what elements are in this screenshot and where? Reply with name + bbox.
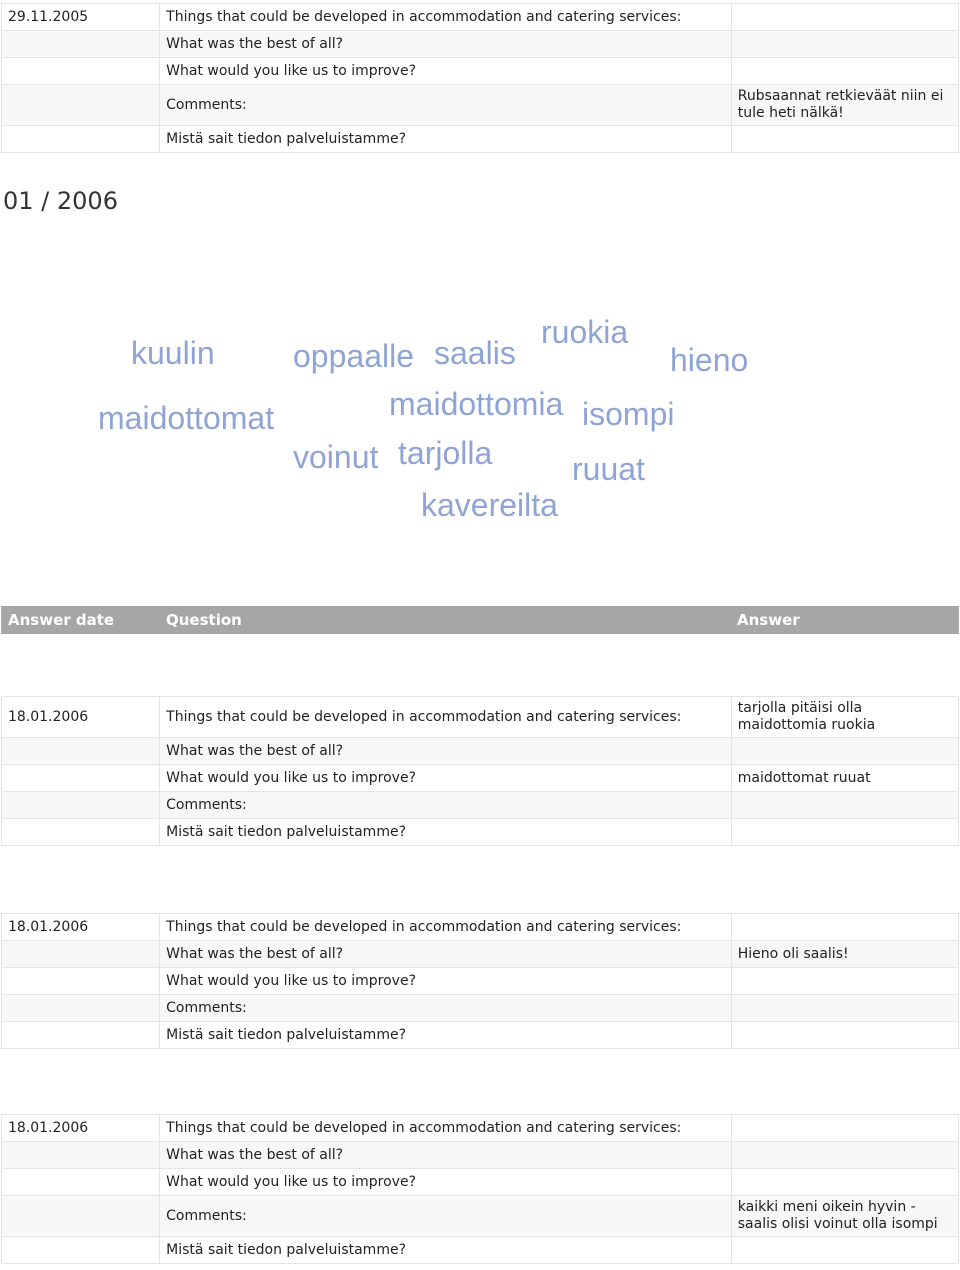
answer xyxy=(731,1022,958,1049)
cloud-word: oppaalle xyxy=(293,338,414,374)
answer xyxy=(731,1142,958,1169)
question: What would you like us to improve? xyxy=(160,968,732,995)
cloud-word: isompi xyxy=(582,396,675,432)
answer xyxy=(731,995,958,1022)
response-block xyxy=(0,696,960,846)
answer xyxy=(731,58,958,85)
answer: Rubsaannat retkieväät niin ei tule heti nälkä! xyxy=(731,85,958,126)
answer xyxy=(731,968,958,995)
question: What would you like us to improve? xyxy=(160,765,732,792)
cloud-word: kuulin xyxy=(131,335,215,371)
question: Things that could be developed in accommodation and catering services: xyxy=(160,1115,732,1142)
question: Comments: xyxy=(160,995,732,1022)
answer: kaikki meni oikein hyvin - saalis olisi voinut olla isompi xyxy=(731,1196,958,1237)
answer: tarjolla pitäisi olla maidottomia ruokia xyxy=(731,697,958,738)
cloud-word: kavereilta xyxy=(421,487,558,523)
answer xyxy=(731,738,958,765)
answer: maidottomat ruuat xyxy=(731,765,958,792)
question: What was the best of all? xyxy=(160,738,732,765)
question: What was the best of all? xyxy=(160,1142,732,1169)
cloud-word: maidottomia xyxy=(389,386,564,422)
cloud-word: saalis xyxy=(434,335,516,371)
question: What would you like us to improve? xyxy=(160,1169,732,1196)
question: Comments: xyxy=(160,792,732,819)
question: What would you like us to improve? xyxy=(160,58,732,85)
question: Mistä sait tiedon palveluistamme? xyxy=(160,1022,732,1049)
question: Things that could be developed in accommodation and catering services: xyxy=(160,697,732,738)
answer xyxy=(731,126,958,153)
question: Comments: xyxy=(160,85,732,126)
answer-date: 18.01.2006 xyxy=(2,697,160,738)
question: Mistä sait tiedon palveluistamme? xyxy=(160,1237,732,1264)
question: What was the best of all? xyxy=(160,941,732,968)
header-answer-date: Answer date xyxy=(8,611,115,629)
answer xyxy=(731,31,958,58)
question: Things that could be developed in accommodation and catering services: xyxy=(160,914,732,941)
answer xyxy=(731,792,958,819)
answer xyxy=(731,1237,958,1264)
cloud-word: maidottomat xyxy=(98,400,275,436)
answer-date: 18.01.2006 xyxy=(2,914,160,941)
response-block xyxy=(0,913,960,1049)
answer-date: 18.01.2006 xyxy=(2,1115,160,1142)
question: Comments: xyxy=(160,1196,732,1237)
answer xyxy=(731,4,958,31)
period-heading: 01 / 2006 xyxy=(3,187,118,215)
header-question: Question xyxy=(166,611,242,629)
table-header xyxy=(1,606,959,634)
question: Mistä sait tiedon palveluistamme? xyxy=(160,126,732,153)
answer-date: 29.11.2005 xyxy=(2,4,160,31)
question: What was the best of all? xyxy=(160,31,732,58)
answer: Hieno oli saalis! xyxy=(731,941,958,968)
response-block xyxy=(0,1114,960,1264)
cloud-word: voinut xyxy=(293,439,379,475)
question: Things that could be developed in accommodation and catering services: xyxy=(160,4,732,31)
answer xyxy=(731,914,958,941)
response-block-top xyxy=(0,3,960,153)
word-cloud xyxy=(0,300,960,540)
answer xyxy=(731,1169,958,1196)
cloud-word: hieno xyxy=(670,342,749,378)
cloud-word: tarjolla xyxy=(398,435,493,471)
cloud-word: ruokia xyxy=(541,314,629,350)
question: Mistä sait tiedon palveluistamme? xyxy=(160,819,732,846)
answer xyxy=(731,819,958,846)
header-answer: Answer xyxy=(737,611,800,629)
answer xyxy=(731,1115,958,1142)
cloud-word: ruuat xyxy=(572,451,645,487)
